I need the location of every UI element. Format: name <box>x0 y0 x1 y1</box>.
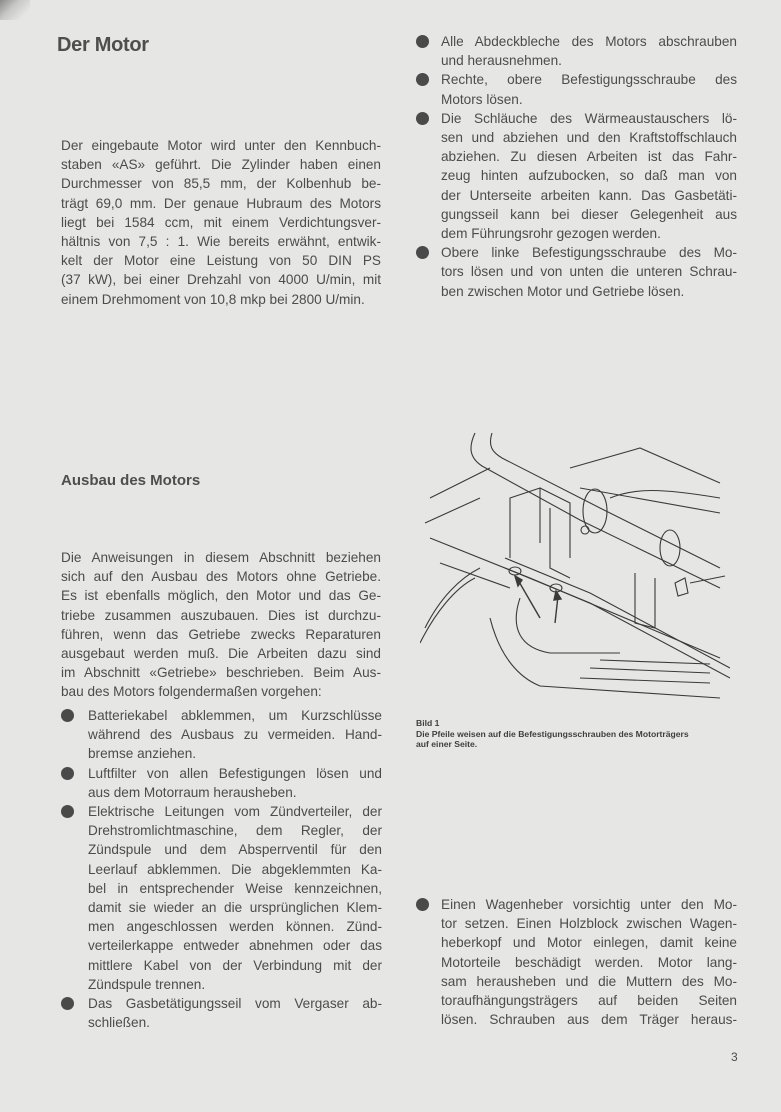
text-line: Rechte, obere Befestigungsschraube des <box>441 72 737 88</box>
arrows <box>515 576 561 623</box>
bullet-icon <box>416 35 429 48</box>
text-line: Die Anweisungen in diesem Abschnitt beziehen <box>61 550 381 565</box>
text-line: der Unterseite arbeiten kann. Das Gasbetäti- <box>441 187 737 203</box>
figure-caption-line-1: Die Pfeile weisen auf die Befestigungsschrauben des Motorträgers <box>416 728 689 739</box>
step-item <box>88 994 382 1032</box>
text-line: und herausnehmen. <box>441 53 562 69</box>
page-number: 3 <box>731 1050 738 1064</box>
text-line: gungsseil kann bei dieser Gelegenheit aus <box>441 206 737 222</box>
text-line: ben zwischen Motor und Getriebe lösen. <box>441 283 685 299</box>
text-line: bel in entsprechender Weise kennzeichnen, <box>88 880 382 896</box>
text-line: einem Drehmoment von 10,8 mkp bei 2800 U/min. <box>61 291 365 307</box>
text-line: tors lösen und von unten die unteren Schrau- <box>441 264 737 280</box>
text-line: sen und abziehen und den Kraftstoffschlauch <box>441 129 737 145</box>
pipe-top <box>471 433 720 588</box>
step-item <box>88 764 382 802</box>
text-line: führen, wenn das Getriebe zwecks Reparaturen <box>61 626 381 642</box>
text-line: mittlere Kabel von der Verbindung mit der <box>88 957 382 973</box>
bullet-icon <box>61 709 74 722</box>
text-line: bremse anziehen. <box>88 746 197 762</box>
bullet-icon <box>61 805 74 818</box>
text-line: Drehstromlichtmaschine, dem Regler, der <box>88 823 382 839</box>
text-line: damit sie wieder an die ursprünglichen Klem- <box>88 899 382 915</box>
valve <box>635 573 725 628</box>
bullet-icon <box>61 997 74 1010</box>
text-line: Obere linke Befestigungsschraube des Mo- <box>441 245 737 261</box>
side-hose <box>420 568 480 643</box>
text-line: Elektrische Leitungen vom Zündverteiler, der <box>88 804 382 819</box>
step-item <box>441 243 737 301</box>
text-line: men angeschlossen werden können. Zünd- <box>88 919 382 935</box>
text-line: heberkopf und Motor einlegen, damit keine <box>441 935 737 951</box>
engine-mount-illustration <box>420 428 730 700</box>
text-line: Leerlauf abklemmen. Die abgeklemmten Ka- <box>88 861 382 877</box>
text-line: Zündspule trennen. <box>88 976 206 992</box>
text-line: staben «AS» geführt. Die Zylinder haben einen <box>61 157 381 173</box>
text-line: zeug hinten aufzubocken, so daß man von <box>441 168 737 184</box>
text-line: Der eingebaute Motor wird unter den Kennbuch- <box>61 138 381 153</box>
section-intro-paragraph <box>61 548 381 702</box>
scan-corner-shadow <box>0 0 30 20</box>
text-line: Motors lösen. <box>441 91 523 107</box>
text-line: Luftfilter von allen Befestigungen lösen und <box>88 765 382 781</box>
text-line: Motorteile beschädigt werden. Motor lang- <box>441 954 737 970</box>
text-line: aus dem Motorraum herausheben. <box>88 784 297 800</box>
text-line: abziehen. Zu diesen Arbeiten ist das Fahr- <box>441 149 737 165</box>
text-line: ausgebaut werden muß. Die Arbeiten dazu sind <box>61 645 381 661</box>
step-item <box>441 109 737 243</box>
text-line: dem Führungsrohr gezogen werden. <box>441 225 661 241</box>
text-line: verteilerkappe entweder abnehmen oder das <box>88 938 382 954</box>
text-line: hältnis von 7,5 : 1. Wie bereits erwähnt, entwik- <box>61 233 381 249</box>
bullet-icon <box>416 112 429 125</box>
step-item <box>88 706 382 764</box>
text-line: Das Gasbetätigungsseil vom Vergaser ab- <box>88 996 382 1011</box>
text-line: im Abschnitt «Getriebe» beschrieben. Beim Aus- <box>61 665 381 681</box>
step-item <box>88 802 382 994</box>
text-line: schließen. <box>88 1015 150 1031</box>
oil-pan <box>490 598 720 698</box>
text-line: toraufhängungsträgers auf beiden Seiten <box>441 992 737 1008</box>
frame-lines <box>425 448 720 658</box>
text-line: während des Ausbaus zu vermeiden. Hand- <box>88 727 382 743</box>
text-line: Durchmesser von 85,5 mm, der Kolbenhub be- <box>61 176 381 192</box>
bullet-icon <box>416 73 429 86</box>
text-line: Zündspule und dem Absperrventil für den <box>88 842 382 858</box>
step-item <box>441 70 737 108</box>
page-title: Der Motor <box>57 34 149 56</box>
text-line: Einen Wagenheber vorsichtig unter den Mo- <box>441 897 737 912</box>
text-line: lösen. Schrauben aus dem Träger heraus- <box>441 1012 737 1028</box>
text-line: trägt 69,0 mm. Der genaue Hubraum des Motors <box>61 195 381 211</box>
text-line: tor setzen. Einen Holzblock zwischen Wagen- <box>441 916 737 932</box>
text-line: bau des Motors folgendermaßen vorgehen: <box>61 684 322 700</box>
step-item <box>441 895 737 1029</box>
intro-paragraph <box>61 136 381 309</box>
figure-caption <box>416 718 689 750</box>
text-line: Es ist ebenfalls möglich, den Motor und das Ge- <box>61 588 381 604</box>
text-line: sich auf den Ausbau des Motors ohne Getriebe. <box>61 569 381 585</box>
text-line: Die Schläuche des Wärmeaustauschers lö- <box>441 110 737 126</box>
bullet-icon <box>416 246 429 259</box>
step-item <box>441 32 737 70</box>
text-line: (37 kW), bei einer Drehzahl von 4000 U/min, mit <box>61 272 381 288</box>
figure-label: Bild 1 <box>416 718 440 728</box>
text-line: Batteriekabel abklemmen, um Kurzschlüsse <box>88 708 382 723</box>
figure-caption-line-2: auf einer Seite. <box>416 739 478 749</box>
text-line: kelt der Motor eine Leistung von 50 DIN PS <box>61 253 381 269</box>
text-line: sam herausheben und die Muttern des Mo- <box>441 973 737 989</box>
bullet-icon <box>61 767 74 780</box>
text-line: triebe zusammen auszubauen. Dies ist durchzu- <box>61 607 381 623</box>
text-line: Alle Abdeckbleche des Motors abschrauben <box>441 34 737 49</box>
text-line: liegt bei 1584 ccm, mit einem Verdichtungsver- <box>61 214 381 230</box>
section-title: Ausbau des Motors <box>61 472 201 489</box>
bullet-icon <box>416 898 429 911</box>
